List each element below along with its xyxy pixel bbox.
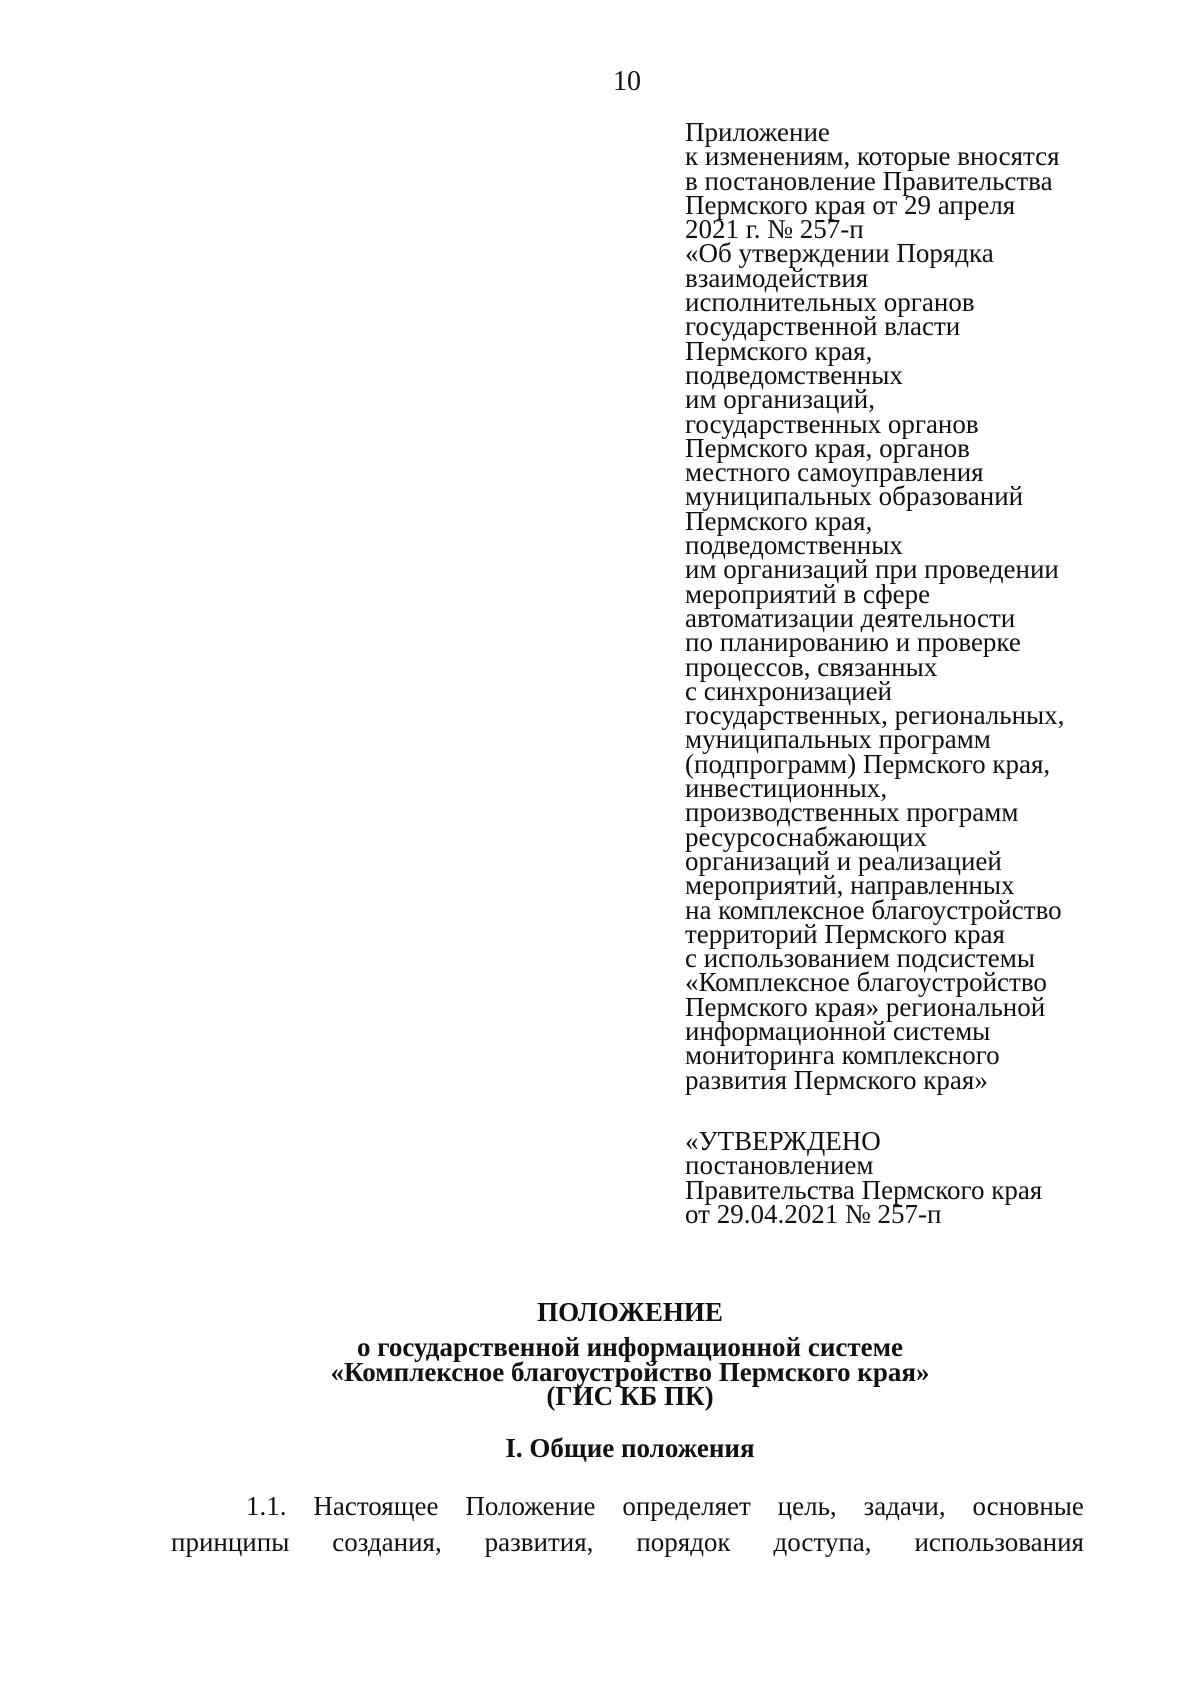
appendix-line: государственных органов — [685, 408, 979, 439]
appendix-line: муниципальных образований — [685, 481, 1024, 512]
appendix-line: мероприятий в сфере — [685, 578, 931, 609]
paragraph-word: развития, — [484, 1527, 594, 1557]
paragraph-word: принципы — [171, 1527, 290, 1557]
section-heading: I. Общие положения — [505, 1433, 755, 1463]
paragraph-word: использования — [914, 1527, 1084, 1557]
subtitle-line: «Комплексное благоустройство Пермского края» — [330, 1356, 930, 1387]
paragraph-word: основные — [972, 1491, 1084, 1521]
approval-line: «УТВЕРЖДЕНО — [685, 1126, 881, 1156]
appendix-line: развития Пермского края» — [685, 1064, 988, 1095]
paragraph-word: цель, — [777, 1491, 837, 1521]
paragraph-word: порядок — [636, 1527, 731, 1557]
appendix-line: Пермского края, органов — [685, 432, 970, 463]
appendix-line: Пермского края, — [685, 335, 873, 366]
paragraph-line-1 — [246, 1490, 1084, 1522]
appendix-line: на комплексное благоустройство — [685, 894, 1062, 925]
approval-line: от 29.04.2021 № 257-п — [685, 1198, 942, 1229]
approval-stamp-block — [685, 1126, 1195, 1229]
appendix-line: с использованием подсистемы — [685, 943, 1035, 974]
document-title: ПОЛОЖЕНИЕ — [537, 1297, 723, 1327]
appendix-line: мероприятий, направленных — [685, 870, 1015, 901]
appendix-line: им организаций, — [685, 384, 875, 415]
appendix-line: с синхронизацией — [685, 675, 892, 706]
appendix-line: (подпрограмм) Пермского края, — [685, 748, 1051, 779]
appendix-line: производственных программ — [685, 797, 1019, 828]
appendix-line: подведомственных — [685, 530, 903, 561]
appendix-block — [685, 117, 1195, 1095]
paragraph-word: 1.1. — [246, 1491, 287, 1521]
appendix-line: взаимодействия — [685, 262, 869, 293]
appendix-line: к изменениям, которые вносятся — [685, 141, 1060, 172]
paragraph-word: определяет — [622, 1491, 751, 1521]
appendix-line: мониторинга комплексного — [685, 1040, 1000, 1071]
appendix-line: муниципальных программ — [685, 724, 991, 755]
appendix-line: Пермского края, — [685, 505, 873, 536]
appendix-line: подведомственных — [685, 359, 903, 390]
approval-line: Правительства Пермского края — [685, 1174, 1043, 1205]
appendix-line: инвестиционных, — [685, 773, 888, 804]
approval-line: постановлением — [685, 1150, 874, 1181]
appendix-line: им организаций при проведении — [685, 554, 1059, 585]
paragraph-word: задачи, — [863, 1491, 946, 1521]
paragraph-word: доступа, — [773, 1527, 872, 1557]
paragraph-word: Положение — [465, 1491, 596, 1521]
appendix-line: государственных, региональных, — [685, 700, 1065, 731]
subtitle-line: (ГИС КБ ПК) — [546, 1381, 714, 1411]
paragraph-word: Настоящее — [313, 1491, 439, 1521]
appendix-line: в постановление Правительства — [685, 165, 1053, 196]
appendix-line: Приложение — [685, 117, 830, 147]
page-number: 10 — [613, 66, 641, 97]
appendix-line: «Комплексное благоустройство — [685, 967, 1047, 998]
subtitle-line: о государственной информационной системе — [357, 1332, 903, 1362]
appendix-line: Пермского края» региональной — [685, 991, 1046, 1022]
appendix-line: 2021 г. № 257-п — [685, 214, 864, 245]
appendix-line: по планированию и проверке — [685, 627, 1021, 658]
appendix-line: информационной системы — [685, 1015, 991, 1046]
paragraph-word: создания, — [332, 1527, 442, 1557]
document-subtitle — [0, 1332, 1200, 1411]
paragraph-line-2 — [171, 1526, 1084, 1558]
appendix-line: местного самоуправления — [685, 457, 984, 488]
appendix-line: территорий Пермского края — [685, 918, 1005, 949]
appendix-line: Пермского края от 29 апреля — [685, 189, 1016, 220]
appendix-line: процессов, связанных — [685, 651, 938, 682]
appendix-line: автоматизации деятельности — [685, 602, 1016, 633]
appendix-line: государственной власти — [685, 311, 961, 342]
appendix-line: «Об утверждении Порядка — [685, 238, 994, 269]
appendix-line: исполнительных органов — [685, 287, 975, 318]
appendix-line: ресурсоснабжающих — [685, 821, 927, 852]
appendix-line: организаций и реализацией — [685, 845, 1002, 876]
